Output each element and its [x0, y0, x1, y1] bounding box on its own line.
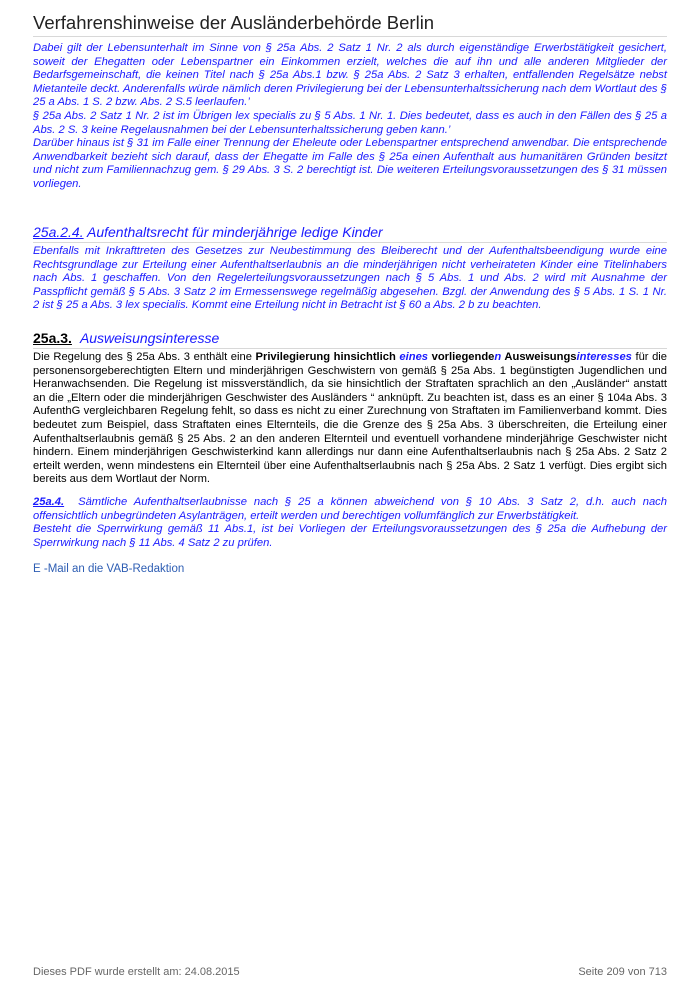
bold-italic-run: eines [399, 351, 429, 363]
section-number: 25a.2.4. [33, 224, 84, 240]
section-25a-3 [33, 329, 667, 487]
email-redaktion-link[interactable]: E -Mail an die VAB-Redaktion [33, 563, 185, 575]
document-title: Verfahrenshinweise der Ausländerbehörde Berlin [33, 12, 667, 37]
section-title: Ausweisungsinteresse [79, 330, 220, 346]
bold-run: vorliegende [428, 351, 495, 363]
section-heading [33, 223, 667, 243]
text-run: Die Regelung des § 25a Abs. 3 enthält eine [33, 351, 256, 363]
page-footer [33, 966, 667, 978]
bold-italic-run: interesses [576, 351, 632, 363]
intro-block [33, 42, 667, 192]
footer-created-date: Dieses PDF wurde erstellt am: 24.08.2015 [33, 966, 240, 978]
bold-run: Privilegierung hinsichtlich [255, 351, 400, 363]
bold-run: Ausweisungs [501, 351, 577, 363]
section-text: Ebenfalls mit Inkrafttreten des Gesetzes zur Neubestimmung des Bleiberecht und der Aufenthaltsbeendigung wurde eine Rechtsgrundlage zur Erteilung einer Aufenthaltserlaubnis an die minderjährigen nicht verheirateten Kinder eine Titelinhabers nach Abs. 1 geschaffen. Von den Regelerteilungsvoraussetzungen nach § 5 Abs. 1 und Abs. 2 wird mit Ausnahme der Passpflicht gemäß § 5 Abs. 3 Satz 2 im Ermessenswege regelmäßig abgesehen. Bzgl. der Anwendung des § 5 Abs. 1 S. 1 Nr. 2 ist § 25 a Abs. 3 lex specialis. Kommt eine Erteilung nicht in Betracht ist § 60 a Abs. 2 b zu beachten. [33, 245, 667, 312]
section-number: 25a.3. [33, 330, 72, 346]
footer-page-number: Seite 209 von 713 [578, 966, 667, 978]
section-text [33, 351, 667, 487]
intro-paragraph-1: Dabei gilt der Lebensunterhalt im Sinne von § 25a Abs. 2 Satz 1 Nr. 2 als durch eigenständige Erwerbstätigkeit gesichert, soweit der Ehegatten oder Lebenspartner ein Einkommen erzielt, welches die auf ihn und alle anderen Mitglieder der Bedarfsgemeinschaft, die keinen Titel nach § 25a Abs.1 bzw. § 25a Abs. 2 Satz 3 erhalten, entfallenden Regelsätze nebst Mietanteile deckt. Anderenfalls würde nämlich deren Privilegierung bei der Lebensunterhaltssicherung nach dem Wortlaut des § 25 a Abs. 1 S. 2 bzw. Abs. 2 S.5 leerlaufen.’ [33, 42, 667, 109]
intro-paragraph-2: § 25a Abs. 2 Satz 1 Nr. 2 ist im Übrigen lex specialis zu § 5 Abs. 1 Nr. 1. Dies bedeutet, dass es auch in den Fällen des § 25 a Abs. 2 S. 3 keine Regelausnahmen bei der Lebensunterhaltssicherung geben kann.’ [33, 109, 667, 136]
text-run: Sämtliche Aufenthaltserlaubnisse nach § 25 a können abweichend von § 10 Abs. 3 Satz 2, d.h. auch nach offensichtlich unbegründeten Asylanträgen, erteilt werden und berechtigen vollumfänglich zur Erwerbstätigkeit. [33, 496, 667, 522]
section-text-1 [33, 496, 667, 523]
section-text-2: Besteht die Sperrwirkung gemäß 11 Abs.1, ist bei Vorliegen der Erteilungsvoraussetzungen des § 25a die Aufhebung der Sperrwirkung nach § 11 Abs. 4 Satz 2 zu prüfen. [33, 523, 667, 549]
section-25a-4 [33, 496, 667, 550]
bold-italic-run: n [494, 351, 502, 363]
section-heading [33, 329, 667, 349]
intro-paragraph-3: Darüber hinaus ist § 31 im Falle einer Trennung der Eheleute oder Lebenspartner entsprechend anwendbar. Die entsprechende Anwendbarkeit bezieht sich darauf, dass der Ehegatte im Falle des § 25a einen Aufenthalt aus humanitären Gründen besitzt und nicht zum Familiennachzug gem. § 29 Abs. 3 S. 2 berechtigt ist. Die weiteren Erteilungsvoraussetzungen des § 31 müssen vorliegen. [33, 137, 667, 190]
section-title: Aufenthaltsrecht für minderjährige ledige Kinder [86, 224, 383, 240]
section-number: 25a.4. [33, 496, 65, 508]
text-run: für die personensorgeberechtigten Eltern und minderjährigen Geschwistern von gemäß § 25a Abs. 1 begünstigten Jugendlichen und Heranwachsenden. Die Regelung ist missverständlich, da sie hinsichtlich der Straftaten sprachlich an den „Ausländer“ anstatt an die „Eltern oder die minderjährigen Geschwister des Ausländers “ anknüpft. Zu beachten ist, dass es an einer § 104a Abs. 3 AufenthG vergleichbaren Regelung fehlt, so dass es nicht zu einer Zurechnung von Straftaten im Familienverband kommt. Dies bedeutet zum Beispiel, dass Straftaten eines Elternteils, die die Grenze des § 25a Abs. 3 überschreiten, die Erteilung einer Aufenthaltserlaubnis gemäß § 25 Abs. 2 an den anderen Elternteil und eventuell vorhandene minderjährige Geschwister nicht hindern. Einem minderjährigen Geschwisterkind kann allerdings nur dann eine Aufenthaltserlaubnis nach § 25a Abs. 2 Satz 2 erteilt werden, wenn mindestens ein Elternteil über eine Aufenthaltserlaubnis nach § 25a Abs. 2 Satz 1 verfügt. Dies ergibt sich bereits aus dem Wortlaut der Norm. [33, 351, 668, 486]
section-25a-2-4 [33, 223, 667, 313]
